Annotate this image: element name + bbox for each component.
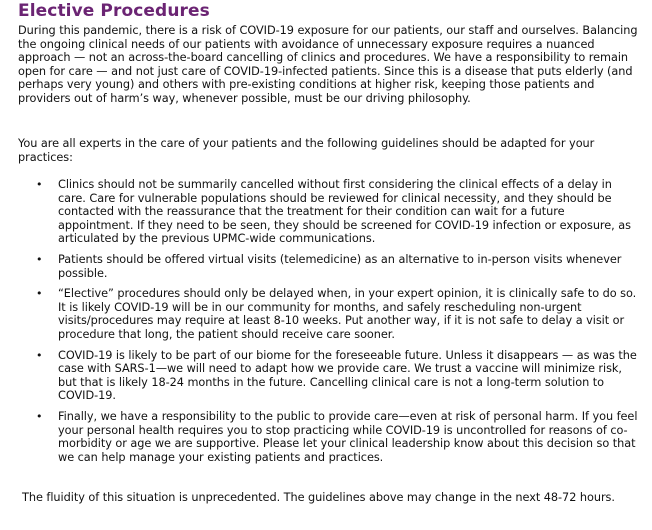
guideline-text: Finally, we have a responsibility to the public to provide care—even at risk of personal harm. If you feel your personal health requires you to stop practicing while COVID-19 is uncontrolled for reasons of co-morbidity or age we are supportive. Please let your clinical leadership know about this decision so that we can help manage your existing patients and practices. [58, 409, 638, 464]
list-item [0, 253, 652, 280]
bullet-icon: • [36, 287, 43, 301]
guideline-text: COVID-19 is likely to be part of our biome for the foreseeable future. Unless it disappears — as was the case with SARS-1—we will need to adapt how we provide care. We trust a vaccine will minimize risk, but that is likely 18-24 months in the future. Cancelling clinical care is not a long-term solution to COVID-19. [58, 348, 637, 403]
bullet-icon: • [36, 252, 43, 266]
bullet-icon: • [36, 178, 43, 191]
experts-paragraph: You are all experts in the care of your patients and the following guidelines should be adapted for your practices: [18, 137, 595, 164]
guidelines-list [0, 178, 652, 471]
page-title: Elective Procedures [18, 1, 210, 21]
guideline-text: “Elective” procedures should only be delayed when, in your expert opinion, it is clinically safe to do so. It is likely COVID-19 will be in our community for months, and safely rescheduling non-urgent visits/procedures may require at least 8-10 weeks. Put another way, if it is not safe to delay a visit or procedure that long, the patient should receive care sooner. [58, 287, 637, 341]
footer-note: The fluidity of this situation is unprecedented. The guidelines above may change in the next 48-72 hours. [22, 491, 615, 504]
list-item [0, 287, 652, 341]
guideline-text: Clinics should not be summarily cancelled without first considering the clinical effects of a delay in care. Care for vulnerable populations should be reviewed for clinical necessity, and they should be contacted with the reassurance that the treatment for their condition can wait for a future appointment. If they need to be seen, they should be screened for COVID-19 infection or exposure, as articulated by the previous UPMC-wide communications. [58, 178, 631, 246]
bullet-icon: • [36, 348, 43, 362]
list-item [0, 349, 652, 403]
guideline-text: Patients should be offered virtual visits (telemedicine) as an alternative to in-person visits whenever possible. [58, 252, 622, 280]
intro-paragraph: During this pandemic, there is a risk of COVID-19 exposure for our patients, our staff and ourselves. Balancing the ongoing clinical needs of our patients with avoidance of unnecessary exposure requires a nuanced approach — not an across-the-board cancelling of clinics and procedures. We have a responsibility to remain open for care — and not just care of COVID-19-infected patients. Since this is a disease that puts elderly (and perhaps very young) and others with pre-existing conditions at higher risk, keeping those patients and providers out of harm’s way, whenever possible, must be our driving philosophy. [18, 24, 638, 105]
list-item [0, 410, 652, 464]
bullet-icon: • [36, 409, 43, 423]
list-item [0, 178, 652, 246]
